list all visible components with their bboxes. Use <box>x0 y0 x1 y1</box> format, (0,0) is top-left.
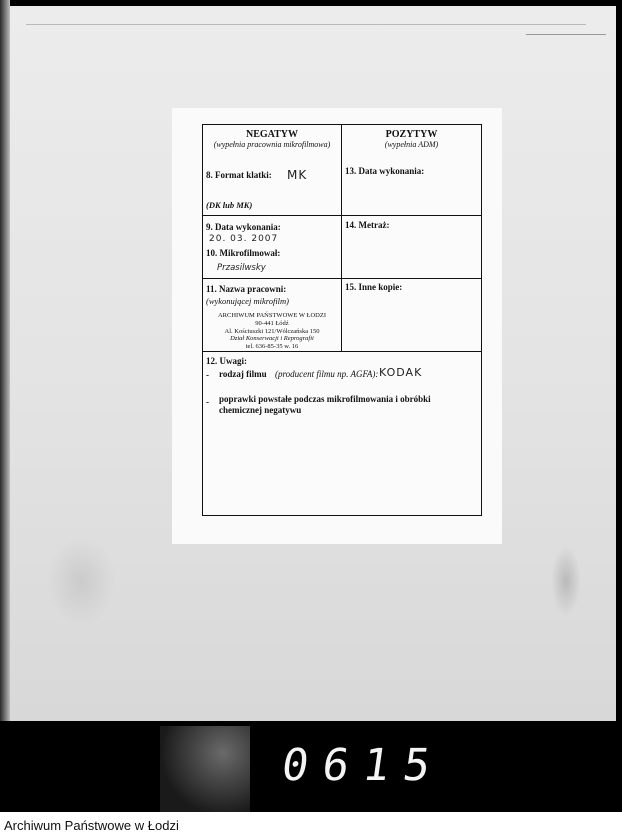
film-shadow <box>160 726 250 816</box>
format-klatki-hint: (DK lub MK) <box>206 200 253 210</box>
row-divider <box>203 278 481 279</box>
stamp-line-5: tel. 636-85-35 w. 16 <box>245 343 299 351</box>
archive-stamp <box>203 312 341 351</box>
archive-caption-bar <box>0 812 622 840</box>
rodzaj-filmu-value: KODAK <box>379 366 423 379</box>
stamp-line-4: Dział Konserwacji i Reprografii <box>230 335 314 343</box>
stamp-line-3: Al. Kościuszki 121/Wólczańska 150 <box>224 327 320 335</box>
format-klatki-label: 8. Format klatki: <box>206 170 272 180</box>
format-klatki-value: MK <box>287 168 308 182</box>
poprawki-line-2: chemicznej negatywu <box>219 405 302 415</box>
rodzaj-filmu-label: rodzaj filmu <box>219 369 267 379</box>
row-divider <box>203 215 481 216</box>
microfilm-form <box>202 124 482 516</box>
paper-edge-line-right <box>526 34 606 35</box>
negatyw-title: NEGATYW <box>245 129 299 140</box>
archive-caption: Archiwum Państwowe w Łodzi <box>4 818 179 833</box>
column-divider <box>341 125 342 351</box>
rodzaj-filmu-hint: (producent filmu np. AGFA): <box>275 369 379 379</box>
film-edge-shadow <box>0 0 10 721</box>
stamp-line-2: 90-441 Łódź <box>255 319 289 327</box>
paper-edge-line <box>26 24 586 25</box>
metraz-label: 14. Metraż: <box>345 220 390 230</box>
stamp-line-1: ARCHIWUM PAŃSTWOWE W ŁODZI <box>217 312 327 319</box>
poprawki-line-1: poprawki powstałe podczas mikrofilmowania i obróbki <box>219 394 431 404</box>
pozytyw-subtitle: (wypełnia ADM) <box>384 140 439 149</box>
paper-smudge <box>46 536 116 626</box>
pozytyw-title: POZYTYW <box>385 129 438 140</box>
negatyw-subtitle: (wypełnia pracownia mikrofilmowa) <box>213 140 331 149</box>
data-wykonania-label: 9. Data wykonania: <box>206 222 281 232</box>
bullet-2: - <box>206 397 209 407</box>
mikrofilmowal-signature: Przasilwsky <box>217 263 266 273</box>
paper-smudge <box>551 546 581 616</box>
frame-number: 0615 <box>278 740 448 791</box>
nazwa-pracowni-label: 11. Nazwa pracowni: <box>206 284 287 294</box>
data-wykonania-value: 20. 03. 2007 <box>209 234 279 244</box>
mikrofilmowal-label: 10. Mikrofilmował: <box>206 248 281 258</box>
inne-kopie-label: 15. Inne kopie: <box>345 282 403 292</box>
nazwa-pracowni-subtitle: (wykonującej mikrofilm) <box>206 296 290 306</box>
data-wykonania-pozytyw-label: 13. Data wykonania: <box>345 166 425 176</box>
bullet-1: - <box>206 370 209 380</box>
uwagi-label: 12. Uwagi: <box>206 356 247 366</box>
row-divider <box>203 351 481 352</box>
